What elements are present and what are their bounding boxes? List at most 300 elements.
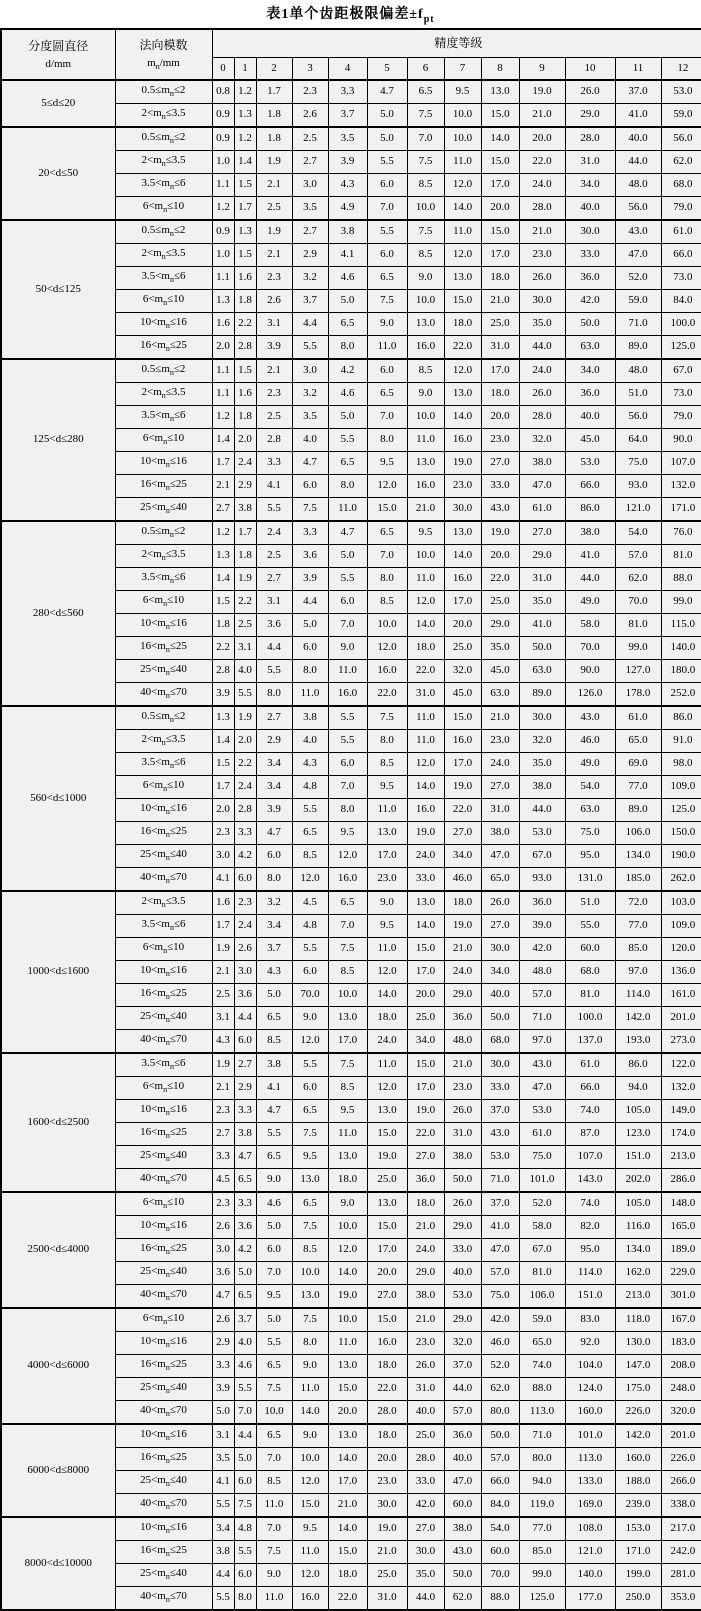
grade-4-value-cell: 9.5: [328, 1099, 367, 1122]
diameter-range-cell-10: 6000<d≤8000: [1, 1424, 115, 1517]
grade-5-value-cell: 15.0: [367, 497, 407, 521]
grade-6-value-cell: 20.0: [407, 983, 444, 1006]
grade-0-value-cell: 4.7: [212, 1284, 234, 1308]
grade-4-value-cell: 11.0: [328, 497, 367, 521]
grade-9-value-cell: 81.0: [519, 1261, 565, 1284]
grade-3-value-cell: 9.5: [292, 1145, 328, 1168]
grade-5-value-cell: 22.0: [367, 682, 407, 706]
grade-11-value-cell: 250.0: [615, 1586, 661, 1610]
grade-2-value-cell: 5.5: [256, 1122, 292, 1145]
grade-8-value-cell: 47.0: [481, 844, 519, 867]
module-range-cell: $40<m_n\le 70$: [115, 1168, 212, 1192]
table-row: [1, 80, 701, 104]
grade-4-value-cell: 11.0: [328, 1122, 367, 1145]
grade-3-value-cell: 3.2: [292, 382, 328, 405]
grade-11-value-cell: 62.0: [615, 567, 661, 590]
grade-5-value-cell: 8.0: [367, 428, 407, 451]
grade-1-value-cell: 1.5: [234, 359, 256, 383]
grade-0-value-cell: 2.1: [212, 474, 234, 497]
grade-7-value-cell: 33.0: [444, 1238, 481, 1261]
grade-0-value-cell: 1.5: [212, 590, 234, 613]
grade-10-value-cell: 61.0: [565, 1053, 615, 1077]
module-subscript: n: [161, 738, 166, 748]
grade-4-value-cell: 13.0: [328, 1354, 367, 1377]
grade-3-value-cell: 3.9: [292, 567, 328, 590]
grade-6-value-cell: 33.0: [407, 867, 444, 891]
header-diameter: [1, 29, 115, 80]
module-subscript: n: [165, 853, 170, 863]
grade-5-value-cell: 27.0: [367, 1284, 407, 1308]
grade-7-value-cell: 21.0: [444, 937, 481, 960]
grade-0-value-cell: 3.0: [212, 844, 234, 867]
grade-2-value-cell: 8.0: [256, 682, 292, 706]
grade-3-value-cell: 4.3: [292, 752, 328, 775]
grade-5-value-cell: 7.0: [367, 405, 407, 428]
grade-4-value-cell: 7.5: [328, 1053, 367, 1077]
grade-8-value-cell: 26.0: [481, 891, 519, 915]
grade-3-value-cell: 6.5: [292, 821, 328, 844]
grade-0-value-cell: 1.7: [212, 451, 234, 474]
grade-12-value-cell: 109.0: [661, 914, 701, 937]
module-range-cell: $6<m_n\le 10$: [115, 590, 212, 613]
grade-0-value-cell: 2.7: [212, 1122, 234, 1145]
module-subscript: n: [169, 576, 174, 586]
grade-0-value-cell: 1.2: [212, 196, 234, 220]
grade-col-8: 8: [481, 57, 519, 80]
grade-2-value-cell: 7.0: [256, 1261, 292, 1284]
grade-7-value-cell: 18.0: [444, 891, 481, 915]
grade-11-value-cell: 57.0: [615, 544, 661, 567]
module-range-cell: $16<m_n\le 25$: [115, 1540, 212, 1563]
grade-8-value-cell: 75.0: [481, 1284, 519, 1308]
grade-12-value-cell: 189.0: [661, 1238, 701, 1261]
module-subscript: n: [165, 1549, 170, 1559]
grade-10-value-cell: 74.0: [565, 1099, 615, 1122]
grade-10-value-cell: 81.0: [565, 983, 615, 1006]
grade-5-value-cell: 12.0: [367, 1076, 407, 1099]
grade-10-value-cell: 140.0: [565, 1563, 615, 1586]
grade-7-value-cell: 50.0: [444, 1563, 481, 1586]
grade-9-value-cell: 28.0: [519, 405, 565, 428]
grade-7-value-cell: 18.0: [444, 312, 481, 335]
grade-7-value-cell: 23.0: [444, 1076, 481, 1099]
grade-0-value-cell: 1.2: [212, 405, 234, 428]
module-range-cell: $2<m_n\le 3.5$: [115, 103, 212, 127]
grade-9-value-cell: 53.0: [519, 821, 565, 844]
module-range-cell: $40<m_n\le 70$: [115, 1400, 212, 1424]
grade-9-value-cell: 77.0: [519, 1517, 565, 1541]
grade-10-value-cell: 74.0: [565, 1192, 615, 1216]
grade-2-value-cell: 3.3: [256, 451, 292, 474]
grade-3-value-cell: 6.0: [292, 1076, 328, 1099]
grade-12-value-cell: 79.0: [661, 196, 701, 220]
grade-col-3: 3: [292, 57, 328, 80]
grade-2-value-cell: 2.5: [256, 405, 292, 428]
grade-10-value-cell: 43.0: [565, 706, 615, 730]
grade-9-value-cell: 58.0: [519, 1215, 565, 1238]
module-subscript: n: [165, 1247, 170, 1257]
grade-col-2: 2: [256, 57, 292, 80]
grade-11-value-cell: 118.0: [615, 1308, 661, 1332]
grade-10-value-cell: 33.0: [565, 243, 615, 266]
module-subscript: n: [165, 691, 170, 701]
grade-4-value-cell: 8.5: [328, 960, 367, 983]
grade-8-value-cell: 34.0: [481, 960, 519, 983]
grade-1-value-cell: 3.3: [234, 1099, 256, 1122]
grade-6-value-cell: 10.0: [407, 289, 444, 312]
grade-0-value-cell: 3.9: [212, 682, 234, 706]
grade-8-value-cell: 43.0: [481, 1122, 519, 1145]
grade-3-value-cell: 3.8: [292, 706, 328, 730]
grade-7-value-cell: 36.0: [444, 1006, 481, 1029]
grade-3-value-cell: 14.0: [292, 1400, 328, 1424]
grade-5-value-cell: 17.0: [367, 844, 407, 867]
grade-3-value-cell: 15.0: [292, 1493, 328, 1517]
grade-2-value-cell: 1.7: [256, 80, 292, 104]
grade-4-value-cell: 10.0: [328, 983, 367, 1006]
module-range-cell: $10<m_n\le 16$: [115, 312, 212, 335]
grade-1-value-cell: 1.7: [234, 521, 256, 545]
grade-4-value-cell: 10.0: [328, 1215, 367, 1238]
grade-5-value-cell: 7.5: [367, 289, 407, 312]
grade-5-value-cell: 5.5: [367, 150, 407, 173]
grade-8-value-cell: 40.0: [481, 983, 519, 1006]
module-range-cell: $25<m_n\le 40$: [115, 659, 212, 682]
grade-8-value-cell: 21.0: [481, 706, 519, 730]
grade-8-value-cell: 23.0: [481, 428, 519, 451]
module-range-cell: $0.5\le m_n\le 2$: [115, 521, 212, 545]
grade-7-value-cell: 14.0: [444, 196, 481, 220]
module-range-cell: $25<m_n\le 40$: [115, 1563, 212, 1586]
grade-6-value-cell: 17.0: [407, 960, 444, 983]
grade-0-value-cell: 5.0: [212, 1400, 234, 1424]
grade-1-value-cell: 3.3: [234, 821, 256, 844]
grade-8-value-cell: 38.0: [481, 821, 519, 844]
module-range-cell: $25<m_n\le 40$: [115, 1470, 212, 1493]
grade-3-value-cell: 13.0: [292, 1284, 328, 1308]
grade-4-value-cell: 19.0: [328, 1284, 367, 1308]
grade-4-value-cell: 6.5: [328, 312, 367, 335]
grade-8-value-cell: 25.0: [481, 590, 519, 613]
grade-4-value-cell: 9.5: [328, 821, 367, 844]
grade-0-value-cell: 3.4: [212, 1517, 234, 1541]
grade-4-value-cell: 4.9: [328, 196, 367, 220]
grade-11-value-cell: 178.0: [615, 682, 661, 706]
grade-9-value-cell: 52.0: [519, 1192, 565, 1216]
module-range-cell: $0.5\le m_n\le 2$: [115, 359, 212, 383]
grade-3-value-cell: 9.0: [292, 1424, 328, 1448]
grade-7-value-cell: 13.0: [444, 521, 481, 545]
grade-12-value-cell: 217.0: [661, 1517, 701, 1541]
module-range-cell: $0.5\le m_n\le 2$: [115, 80, 212, 104]
grade-7-value-cell: 30.0: [444, 497, 481, 521]
grade-6-value-cell: 44.0: [407, 1586, 444, 1610]
grade-6-value-cell: 11.0: [407, 567, 444, 590]
grade-7-value-cell: 16.0: [444, 428, 481, 451]
module-subscript: n: [165, 1572, 170, 1582]
grade-8-value-cell: 15.0: [481, 150, 519, 173]
grade-12-value-cell: 165.0: [661, 1215, 701, 1238]
grade-9-value-cell: 32.0: [519, 729, 565, 752]
grade-0-value-cell: 2.0: [212, 335, 234, 359]
grade-3-value-cell: 4.5: [292, 891, 328, 915]
module-range-cell: $6<m_n\le 10$: [115, 428, 212, 451]
grade-2-value-cell: 8.5: [256, 1470, 292, 1493]
grade-7-value-cell: 29.0: [444, 983, 481, 1006]
module-subscript: n: [161, 252, 166, 262]
grade-11-value-cell: 48.0: [615, 173, 661, 196]
grade-8-value-cell: 68.0: [481, 1029, 519, 1053]
grade-9-value-cell: 24.0: [519, 359, 565, 383]
grade-7-value-cell: 53.0: [444, 1284, 481, 1308]
grade-5-value-cell: 12.0: [367, 960, 407, 983]
module-subscript: n: [169, 229, 174, 239]
grade-2-value-cell: 3.7: [256, 937, 292, 960]
grade-1-value-cell: 4.8: [234, 1517, 256, 1541]
grade-9-value-cell: 67.0: [519, 1238, 565, 1261]
grade-7-value-cell: 13.0: [444, 266, 481, 289]
module-subscript: n: [165, 830, 170, 840]
grade-5-value-cell: 10.0: [367, 613, 407, 636]
grade-7-value-cell: 20.0: [444, 613, 481, 636]
grade-2-value-cell: 6.5: [256, 1354, 292, 1377]
grade-11-value-cell: 153.0: [615, 1517, 661, 1541]
grade-1-value-cell: 8.0: [234, 1586, 256, 1610]
table-row: [1, 521, 701, 545]
grade-0-value-cell: 4.1: [212, 867, 234, 891]
grade-2-value-cell: 2.6: [256, 289, 292, 312]
module-subscript: n: [169, 761, 174, 771]
grade-10-value-cell: 68.0: [565, 960, 615, 983]
grade-8-value-cell: 20.0: [481, 544, 519, 567]
grade-0-value-cell: 1.0: [212, 150, 234, 173]
grade-4-value-cell: 7.0: [328, 775, 367, 798]
grade-10-value-cell: 53.0: [565, 451, 615, 474]
grade-8-value-cell: 31.0: [481, 335, 519, 359]
grade-0-value-cell: 0.8: [212, 80, 234, 104]
grade-12-value-cell: 266.0: [661, 1470, 701, 1493]
grade-10-value-cell: 34.0: [565, 173, 615, 196]
module-subscript: n: [165, 460, 170, 470]
grade-12-value-cell: 201.0: [661, 1424, 701, 1448]
grade-8-value-cell: 14.0: [481, 127, 519, 151]
grade-12-value-cell: 86.0: [661, 706, 701, 730]
grade-4-value-cell: 11.0: [328, 1331, 367, 1354]
grade-6-value-cell: 15.0: [407, 937, 444, 960]
grade-1-value-cell: 2.9: [234, 474, 256, 497]
module-subscript: n: [165, 1131, 170, 1141]
grade-0-value-cell: 0.9: [212, 127, 234, 151]
grade-6-value-cell: 18.0: [407, 1192, 444, 1216]
grade-7-value-cell: 17.0: [444, 590, 481, 613]
grade-9-value-cell: 125.0: [519, 1586, 565, 1610]
grade-0-value-cell: 1.2: [212, 521, 234, 545]
grade-8-value-cell: 15.0: [481, 220, 519, 244]
grade-0-value-cell: 0.9: [212, 220, 234, 244]
grade-12-value-cell: 66.0: [661, 243, 701, 266]
grade-5-value-cell: 11.0: [367, 798, 407, 821]
grade-5-value-cell: 20.0: [367, 1261, 407, 1284]
grade-5-value-cell: 20.0: [367, 1447, 407, 1470]
grade-8-value-cell: 23.0: [481, 729, 519, 752]
grade-11-value-cell: 69.0: [615, 752, 661, 775]
grade-12-value-cell: 201.0: [661, 1006, 701, 1029]
grade-12-value-cell: 132.0: [661, 1076, 701, 1099]
grade-2-value-cell: 11.0: [256, 1586, 292, 1610]
grade-12-value-cell: 161.0: [661, 983, 701, 1006]
grade-6-value-cell: 10.0: [407, 196, 444, 220]
grade-3-value-cell: 7.5: [292, 497, 328, 521]
grade-5-value-cell: 13.0: [367, 1192, 407, 1216]
grade-3-value-cell: 12.0: [292, 1470, 328, 1493]
grade-9-value-cell: 23.0: [519, 243, 565, 266]
grade-5-value-cell: 6.0: [367, 173, 407, 196]
grade-3-value-cell: 5.5: [292, 335, 328, 359]
grade-11-value-cell: 175.0: [615, 1377, 661, 1400]
grade-7-value-cell: 62.0: [444, 1586, 481, 1610]
module-subscript: n: [169, 275, 174, 285]
grade-0-value-cell: 5.5: [212, 1586, 234, 1610]
grade-col-11: 11: [615, 57, 661, 80]
module-range-cell: $16<m_n\le 25$: [115, 636, 212, 659]
grade-7-value-cell: 19.0: [444, 451, 481, 474]
grade-6-value-cell: 11.0: [407, 428, 444, 451]
grade-3-value-cell: 13.0: [292, 1168, 328, 1192]
grade-9-value-cell: 88.0: [519, 1377, 565, 1400]
grade-9-value-cell: 65.0: [519, 1331, 565, 1354]
module-subscript: n: [163, 1085, 168, 1095]
grade-1-value-cell: 3.7: [234, 1308, 256, 1332]
grade-7-value-cell: 12.0: [444, 173, 481, 196]
grade-10-value-cell: 83.0: [565, 1308, 615, 1332]
grade-4-value-cell: 4.3: [328, 173, 367, 196]
grade-4-value-cell: 10.0: [328, 1308, 367, 1332]
grade-0-value-cell: 2.6: [212, 1308, 234, 1332]
grade-6-value-cell: 34.0: [407, 1029, 444, 1053]
grade-3-value-cell: 12.0: [292, 1029, 328, 1053]
grade-2-value-cell: 5.0: [256, 1308, 292, 1332]
grade-11-value-cell: 40.0: [615, 127, 661, 151]
grade-8-value-cell: 65.0: [481, 867, 519, 891]
grade-2-value-cell: 2.9: [256, 729, 292, 752]
grade-2-value-cell: 7.0: [256, 1447, 292, 1470]
grade-3-value-cell: 2.7: [292, 150, 328, 173]
grade-4-value-cell: 5.5: [328, 428, 367, 451]
grade-11-value-cell: 41.0: [615, 103, 661, 127]
grade-4-value-cell: 15.0: [328, 1540, 367, 1563]
grade-10-value-cell: 46.0: [565, 729, 615, 752]
grade-10-value-cell: 38.0: [565, 521, 615, 545]
grade-12-value-cell: 136.0: [661, 960, 701, 983]
header-diameter-label: 分度圆直径: [28, 39, 89, 54]
module-subscript: n: [165, 483, 170, 493]
grade-9-value-cell: 28.0: [519, 196, 565, 220]
grade-0-value-cell: 1.7: [212, 775, 234, 798]
module-range-cell: $0.5\le m_n\le 2$: [115, 706, 212, 730]
grade-12-value-cell: 125.0: [661, 798, 701, 821]
grade-5-value-cell: 6.0: [367, 359, 407, 383]
table-row: [1, 359, 701, 383]
grade-col-0: 0: [212, 57, 234, 80]
diameter-range-cell-1: 20<d≤50: [1, 127, 115, 220]
grade-3-value-cell: 3.7: [292, 289, 328, 312]
grade-7-value-cell: 11.0: [444, 220, 481, 244]
grade-9-value-cell: 93.0: [519, 867, 565, 891]
grade-11-value-cell: 65.0: [615, 729, 661, 752]
grade-9-value-cell: 42.0: [519, 937, 565, 960]
table-header: [1, 29, 701, 80]
grade-2-value-cell: 4.1: [256, 474, 292, 497]
grade-10-value-cell: 107.0: [565, 1145, 615, 1168]
grade-4-value-cell: 21.0: [328, 1493, 367, 1517]
grade-0-value-cell: 2.8: [212, 659, 234, 682]
grade-2-value-cell: 7.0: [256, 1517, 292, 1541]
grade-9-value-cell: 29.0: [519, 544, 565, 567]
grade-11-value-cell: 185.0: [615, 867, 661, 891]
grade-1-value-cell: 1.9: [234, 567, 256, 590]
module-range-cell: $16<m_n\le 25$: [115, 983, 212, 1006]
grade-4-value-cell: 5.5: [328, 729, 367, 752]
grade-12-value-cell: 67.0: [661, 359, 701, 383]
grade-4-value-cell: 7.5: [328, 937, 367, 960]
grade-4-value-cell: 8.0: [328, 335, 367, 359]
grade-12-value-cell: 79.0: [661, 405, 701, 428]
grade-1-value-cell: 3.8: [234, 1122, 256, 1145]
grade-10-value-cell: 45.0: [565, 428, 615, 451]
grade-9-value-cell: 30.0: [519, 706, 565, 730]
grade-12-value-cell: 88.0: [661, 567, 701, 590]
grade-6-value-cell: 31.0: [407, 682, 444, 706]
grade-9-value-cell: 32.0: [519, 428, 565, 451]
grade-2-value-cell: 3.4: [256, 914, 292, 937]
grade-7-value-cell: 29.0: [444, 1308, 481, 1332]
grade-6-value-cell: 22.0: [407, 1122, 444, 1145]
grade-6-value-cell: 21.0: [407, 1308, 444, 1332]
grade-0-value-cell: 1.3: [212, 544, 234, 567]
grade-11-value-cell: 48.0: [615, 359, 661, 383]
grade-4-value-cell: 17.0: [328, 1470, 367, 1493]
grade-1-value-cell: 3.3: [234, 1192, 256, 1216]
grade-10-value-cell: 26.0: [565, 80, 615, 104]
grade-12-value-cell: 174.0: [661, 1122, 701, 1145]
grade-1-value-cell: 3.1: [234, 636, 256, 659]
grade-8-value-cell: 33.0: [481, 474, 519, 497]
grade-3-value-cell: 2.5: [292, 127, 328, 151]
grade-11-value-cell: 81.0: [615, 613, 661, 636]
grade-8-value-cell: 57.0: [481, 1447, 519, 1470]
diameter-range-cell-8: 2500<d≤4000: [1, 1192, 115, 1308]
grade-6-value-cell: 38.0: [407, 1284, 444, 1308]
grade-4-value-cell: 12.0: [328, 1238, 367, 1261]
grade-4-value-cell: 5.5: [328, 567, 367, 590]
grade-4-value-cell: 3.5: [328, 127, 367, 151]
module-range-cell: $10<m_n\le 16$: [115, 960, 212, 983]
grade-9-value-cell: 43.0: [519, 1053, 565, 1077]
grade-11-value-cell: 171.0: [615, 1540, 661, 1563]
grade-12-value-cell: 281.0: [661, 1563, 701, 1586]
grade-7-value-cell: 24.0: [444, 960, 481, 983]
module-subscript: n: [165, 1456, 170, 1466]
grade-7-value-cell: 17.0: [444, 752, 481, 775]
module-subscript: n: [169, 1062, 174, 1072]
module-subscript: n: [165, 807, 170, 817]
grade-12-value-cell: 262.0: [661, 867, 701, 891]
grade-6-value-cell: 40.0: [407, 1400, 444, 1424]
grade-1-value-cell: 2.2: [234, 312, 256, 335]
module-subscript: n: [163, 1317, 168, 1327]
grade-0-value-cell: 1.6: [212, 891, 234, 915]
module-range-cell: $2<m_n\le 3.5$: [115, 729, 212, 752]
